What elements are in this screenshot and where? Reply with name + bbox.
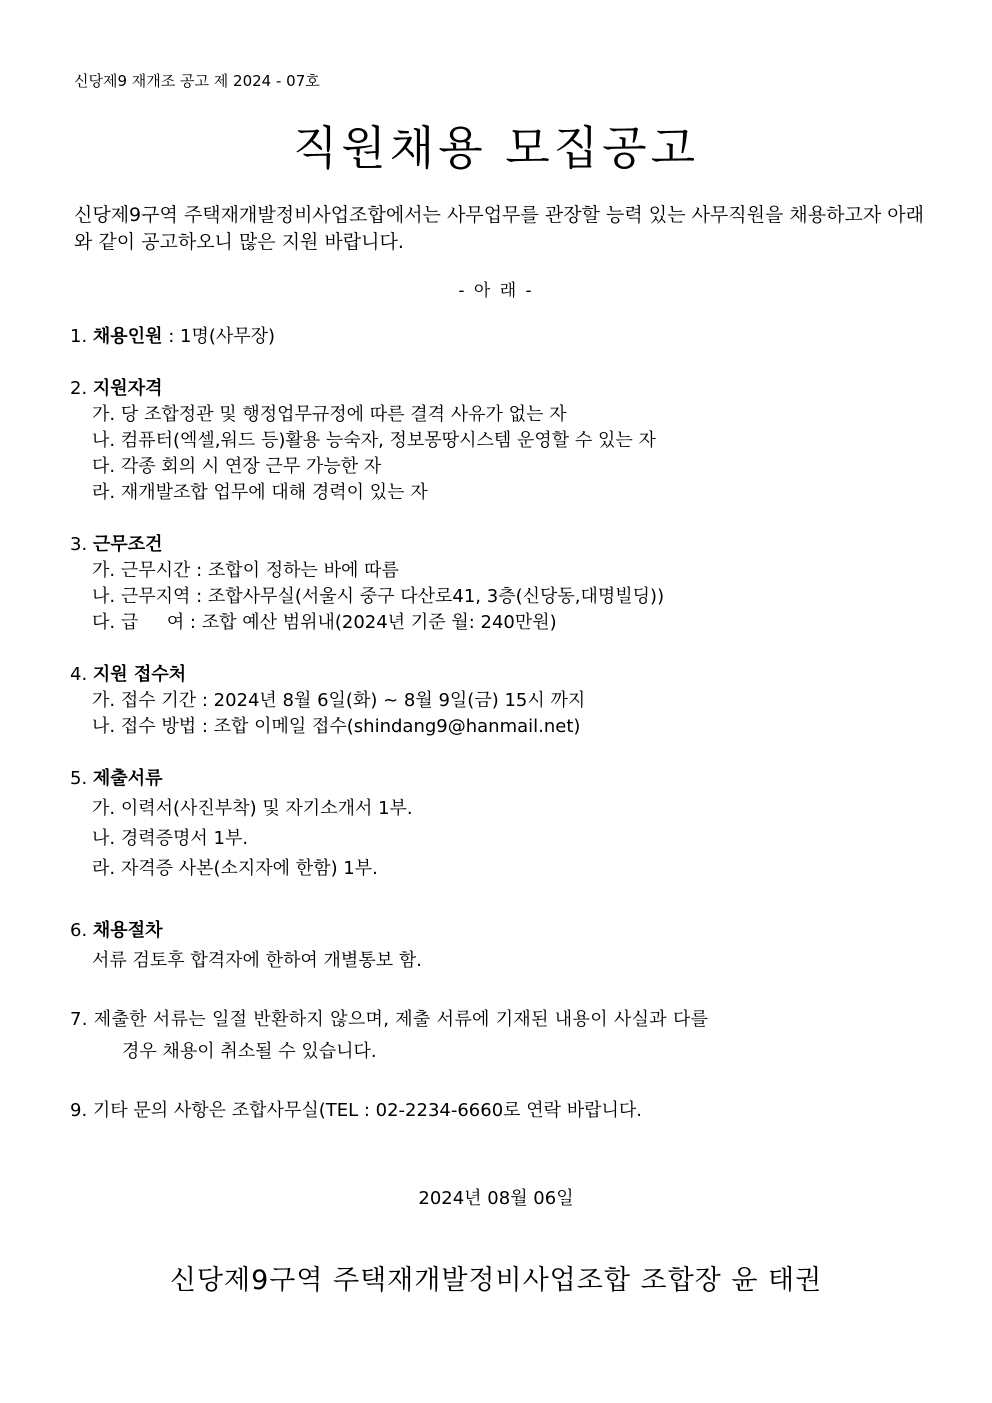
section-title: 근무조건 (92, 534, 163, 555)
section-4-heading (70, 660, 186, 686)
section-7-text (70, 1004, 924, 1068)
list-item: 나. 컴퓨터(엑셀,워드 등)활용 능숙자, 정보몽땅시스템 운영할 수 있는 자 (92, 430, 656, 451)
section-number: 4. (70, 664, 88, 685)
list-item: 가. 당 조합정관 및 행정업무규정에 따른 결격 사유가 없는 자 (92, 404, 567, 425)
issuer-signature: 신당제9구역 주택재개발정비사업조합 조합장 윤 태권 (169, 1265, 823, 1296)
section-6-heading (70, 916, 162, 942)
list-item: 라. 재개발조합 업무에 대해 경력이 있는 자 (92, 482, 428, 503)
section-number: 5. (70, 768, 88, 789)
section-1-heading (70, 322, 275, 348)
notice-date: 2024년 08월 06일 (418, 1188, 574, 1209)
list-item: 나. 경력증명서 1부. (92, 828, 249, 849)
list-item: 가. 접수 기간 : 2024년 8월 6일(화) ~ 8월 9일(금) 15시 까지 (92, 690, 586, 711)
list-item: 다. 각종 회의 시 연장 근무 가능한 자 (92, 456, 382, 477)
section-9-text: 9. 기타 문의 사항은 조합사무실(TEL : 02-2234-6660로 연락 바랍니다. (70, 1100, 643, 1121)
section-number: 6. (70, 920, 88, 941)
section-2-heading (70, 374, 162, 400)
section-title: 채용인원 (92, 326, 163, 347)
section-divider-label: - 아 래 - (458, 281, 534, 301)
page-title: 직원채용 모집공고 (292, 121, 700, 175)
list-item: 가. 근무시간 : 조합이 정하는 바에 따름 (92, 560, 399, 581)
section-title: 지원 접수처 (92, 664, 187, 685)
section-title: 제출서류 (92, 768, 163, 789)
list-item: 가. 이력서(사진부착) 및 자기소개서 1부. (92, 798, 413, 819)
notice-number: 신당제9 재개조 공고 제 2024 - 07호 (74, 72, 320, 90)
section-title: 채용절차 (92, 920, 163, 941)
intro-paragraph: 신당제9구역 주택재개발정비사업조합에서는 사무업무를 관장할 능력 있는 사무직원을 채용하고자 아래와 같이 공고하오니 많은 지원 바랍니다. (74, 204, 924, 253)
section-5-heading (70, 764, 162, 790)
section-title: 지원자격 (92, 378, 163, 399)
list-item: 나. 접수 방법 : 조합 이메일 접수(shindang9@hanmail.net) (92, 716, 581, 737)
section-7-line: 7. 제출한 서류는 일절 반환하지 않으며, 제출 서류에 기재된 내용이 사실과 다를 (70, 1009, 709, 1030)
list-item: 다. 급 여 : 조합 예산 범위내(2024년 기준 월: 240만원) (92, 612, 557, 633)
section-number: 2. (70, 378, 88, 399)
section-value: : 1명(사무장) (162, 326, 276, 347)
section-3-heading (70, 530, 162, 556)
section-number: 3. (70, 534, 88, 555)
section-number: 1. (70, 326, 88, 347)
list-item: 나. 근무지역 : 조합사무실(서울시 중구 다산로41, 3층(신당동,대명빌딩)) (92, 586, 665, 607)
list-item: 라. 자격증 사본(소지자에 한함) 1부. (92, 858, 378, 879)
section-6-text: 서류 검토후 합격자에 한하여 개별통보 함. (92, 950, 422, 971)
section-7-line: 경우 채용이 취소될 수 있습니다. (122, 1041, 377, 1062)
